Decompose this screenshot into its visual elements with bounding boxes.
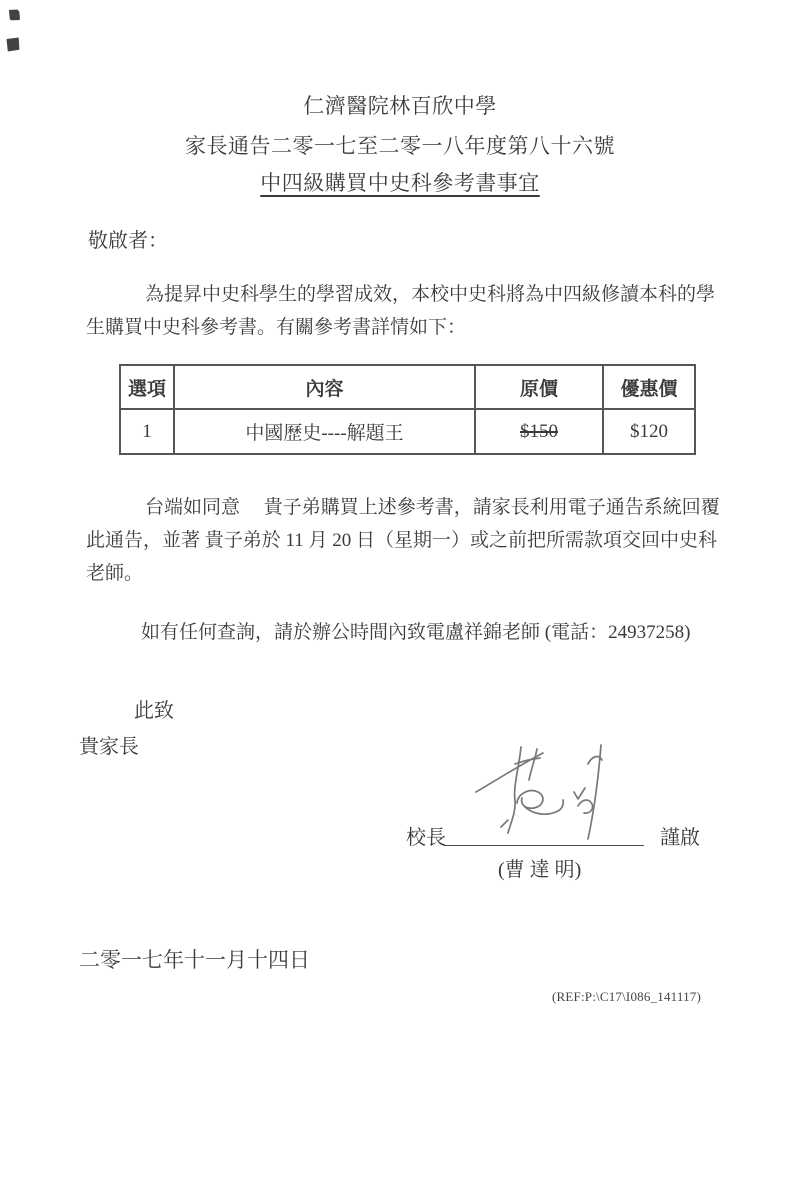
salutation: 敬啟者： — [88, 230, 168, 252]
enquiry-line: 如有任何查詢，請於辦公時間內致電盧祥錦老師 (電話：24937258) — [141, 622, 691, 643]
principal-signature — [460, 742, 620, 848]
school-name: 仁濟醫院林百欣中學 — [303, 94, 497, 118]
respectfully-label: 謹啟 — [660, 827, 700, 849]
scan-artifact-mark — [8, 8, 21, 22]
col-header-original-price: 原價 — [475, 365, 603, 409]
table-row — [120, 409, 695, 454]
paragraph-2-line-3: 老師。 — [86, 563, 144, 584]
paragraph-1-line-2: 生購買中史科參考書。有關參考書詳情如下： — [86, 317, 467, 338]
col-header-content: 內容 — [174, 365, 475, 409]
notice-number: 家長通告二零一七至二零一八年度第八十六號 — [185, 134, 615, 158]
notice-date: 二零一七年十一月十四日 — [79, 948, 310, 972]
paragraph-2-line-2: 此通告，並著 貴子弟於 11 月 20 日（星期一）或之前把所需款項交回中史科 — [86, 530, 718, 551]
col-header-discount-price: 優惠價 — [603, 365, 695, 409]
table-header-row — [120, 365, 695, 409]
notice-subject: 中四級購買中史科參考書事宜 — [260, 171, 540, 195]
closing-salute: 此致 — [134, 700, 174, 722]
paragraph-2-line-1: 台端如同意 貴子弟購買上述參考書，請家長利用電子通告系統回覆 — [145, 497, 720, 518]
principal-label: 校長 — [406, 827, 446, 849]
col-header-option: 選項 — [120, 365, 174, 409]
cell-content: 中國歷史----解題王 — [174, 409, 475, 454]
reference-book-table — [119, 364, 696, 455]
paragraph-1-line-1: 為提昇中史科學生的學習成效，本校中史科將為中四級修讀本科的學 — [145, 284, 716, 305]
cell-discount-price: $120 — [603, 409, 695, 454]
principal-name: (曹 達 明) — [498, 859, 582, 881]
scan-artifact-mark — [5, 36, 20, 52]
file-reference: (REF:P:\C17\I086_141117) — [552, 989, 702, 1004]
cell-option: 1 — [120, 409, 174, 454]
cell-original-price: $150 — [475, 409, 603, 454]
signature-line — [444, 845, 644, 846]
closing-recipient: 貴家長 — [79, 736, 139, 758]
